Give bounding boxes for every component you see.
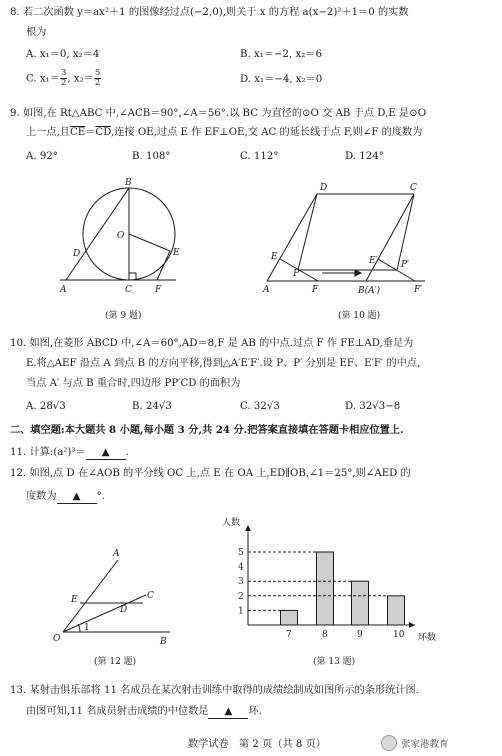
q11-text: 11. 计算:(a²)³＝ <box>10 447 86 458</box>
y-axis-arrow <box>245 525 251 531</box>
label-e: E <box>173 248 180 258</box>
bar-10 <box>388 596 405 625</box>
x-tick-label: 9 <box>357 630 363 640</box>
q10-line3: 当点 A′ 与点 B 重合时,四边形 PP′CD 的面积为 <box>26 378 241 389</box>
q9-option-c: C. 112° <box>240 151 279 162</box>
q13-line1: 13. 某射击俱乐部将 11 名成员在某次射击训练中取得的成绩绘制成如图所示的条形统计图. <box>10 685 419 696</box>
figure-12-labels <box>53 549 167 667</box>
q12-line2 <box>26 490 105 504</box>
q10-option-d: D. 32√3−8 <box>345 401 401 412</box>
q8-line2: 根为 <box>26 27 47 38</box>
q8-option-b: B. x₁＝−2, x₂＝6 <box>240 49 322 60</box>
section-2-heading: 二、填空题:本大题共 8 小题,每小题 3 分,共 24 分.把答案直接填在答题卡相应位置上. <box>10 424 404 436</box>
q9-option-a: A. 92° <box>26 151 58 162</box>
label-d: D <box>320 183 328 193</box>
label-b-a-prime: B(A′) <box>358 286 381 296</box>
bar-8 <box>317 552 334 625</box>
x-tick-label: 8 <box>322 630 328 640</box>
y-tick-label: 4 <box>238 562 244 573</box>
label-e-prime: E′ <box>369 256 378 266</box>
q12-line1: 12. 如图,点 D 在∠AOB 的平分线 OC 上,点 E 在 OA 上,ED∥OB,∠1＝25°,则∠AED 的 <box>10 468 411 479</box>
q12-end: °. <box>96 491 105 502</box>
label-b: B <box>125 178 132 188</box>
label-c: C <box>410 183 417 193</box>
q9-line2-c: ,连接 OE,过点 E 作 EF⊥OE,交 AC 的延长线于点 F,则∠F 的度数为 <box>111 127 423 138</box>
label-f: F <box>312 285 319 295</box>
q8-option-d: D. x₁＝−4, x₂＝0 <box>240 74 323 85</box>
figure-10-labels <box>262 183 422 321</box>
y-axis-title: 人数 <box>222 518 241 528</box>
q13-line2 <box>26 705 262 719</box>
arrow-head <box>355 270 361 276</box>
watermark-text: 张家港教育 <box>401 739 449 750</box>
figure-12 <box>63 560 170 632</box>
segment-ef <box>157 251 170 280</box>
q12-line2-text: 度数为 <box>26 491 57 502</box>
x-tick-label: 10 <box>393 630 405 640</box>
x-axis-title: 环数 <box>418 633 437 643</box>
fraction-numerator: 5 <box>94 68 101 78</box>
label-f-prime: F′ <box>414 285 423 295</box>
q13-end: 环. <box>248 706 262 717</box>
q10-option-a: A. 28√3 <box>26 401 66 412</box>
q10-line1: 10. 如图,在菱形 ABCD 中,∠A＝60°,AD＝8,F 是 AB 的中点.过点 F 作 FE⊥AD,垂足为 <box>10 338 414 349</box>
label-d: D <box>120 605 128 615</box>
label-a: A <box>60 285 67 295</box>
bar-9 <box>352 581 369 625</box>
label-d: D <box>73 249 81 259</box>
q9-line2-b: ＝ <box>85 127 96 138</box>
label-c: C <box>147 591 154 601</box>
segment-pd <box>298 194 317 270</box>
bar-7 <box>281 610 298 625</box>
fraction-denominator: 2 <box>60 78 67 88</box>
figure-13-chart <box>238 525 415 640</box>
wechat-logo-icon <box>381 735 397 751</box>
q11 <box>10 446 129 460</box>
y-tick-label: 3 <box>238 577 244 588</box>
q8-option-c-mid: , x₂＝ <box>67 73 94 85</box>
label-b: B <box>160 637 167 647</box>
q9-line1: 9. 如图,在 Rt△ABC 中,∠ACB＝90°,∠A＝56°.以 BC 为直径的⊙O 交 AB 于点 D,E 是⊙O <box>10 108 427 119</box>
label-o: O <box>117 231 125 241</box>
figure-12-caption: (第 12 题) <box>94 657 137 667</box>
q9-option-d: D. 124° <box>345 151 384 162</box>
q8-line1: 8. 若二次函数 y＝ax²＋1 的图像经过点(−2,0),则关于 x 的方程 a(x−2)²＋1＝0 的实数 <box>10 7 409 18</box>
watermark <box>381 735 449 751</box>
fraction-denominator: 2 <box>94 78 101 88</box>
arc-ce: $\overline{CE}$ <box>70 127 86 138</box>
q8-option-a: A. x₁＝0, x₂＝4 <box>26 49 100 60</box>
x-axis-arrow <box>409 622 415 628</box>
side-ad <box>267 194 317 281</box>
label-p: P <box>293 269 300 279</box>
y-tick-label: 5 <box>238 548 244 558</box>
label-a: A <box>113 549 120 559</box>
label-p-prime: P′ <box>401 260 410 270</box>
label-c: C <box>125 285 132 295</box>
q13-line2-text: 由图可知,11 名成员射击成绩的中位数是 <box>26 706 209 717</box>
q9-option-b: B. 108° <box>132 151 171 162</box>
label-e: E <box>271 252 278 262</box>
q11-end: . <box>125 447 129 458</box>
figure-13-caption: (第 13 题) <box>313 657 356 667</box>
y-tick-label: 1 <box>238 606 244 617</box>
figure-10-caption: (第 10 题) <box>338 311 381 321</box>
figure-9-labels <box>59 178 180 321</box>
q10-line2: E.将△AEF 沿点 A 到点 B 的方向平移,得到△A′E′F′.设 P、P′ 分别是 EF、E′F′ 的中点, <box>26 358 421 369</box>
q8-option-c-prefix: C. x₁＝ <box>26 73 60 85</box>
page-footer: 数学试卷 第 2 页（共 8 页） <box>188 739 326 750</box>
answer-blank: ▲ <box>86 446 126 460</box>
label-angle-1: 1 <box>84 623 90 633</box>
q9-line2-a: 上一点,且 <box>26 127 70 138</box>
label-f: F <box>155 285 162 295</box>
fraction-numerator: 3 <box>60 68 67 78</box>
label-e: E <box>71 595 78 605</box>
angle-1-arc <box>78 624 80 632</box>
right-angle-mark <box>129 273 136 280</box>
segment-oe <box>129 234 170 251</box>
figure-9-caption: (第 9 题) <box>105 311 142 321</box>
x-tick-label: 7 <box>286 630 292 640</box>
q10-option-c: C. 32√3 <box>240 401 280 412</box>
label-a: A <box>263 285 270 295</box>
label-o: O <box>53 634 61 644</box>
segment-p'c <box>397 194 414 270</box>
arc-cd: $\overline{CD}$ <box>95 127 112 138</box>
answer-blank: ▲ <box>57 490 97 504</box>
q10-option-b: B. 24√3 <box>132 401 172 412</box>
y-tick-label: 2 <box>238 591 244 602</box>
answer-blank: ▲ <box>208 705 248 719</box>
